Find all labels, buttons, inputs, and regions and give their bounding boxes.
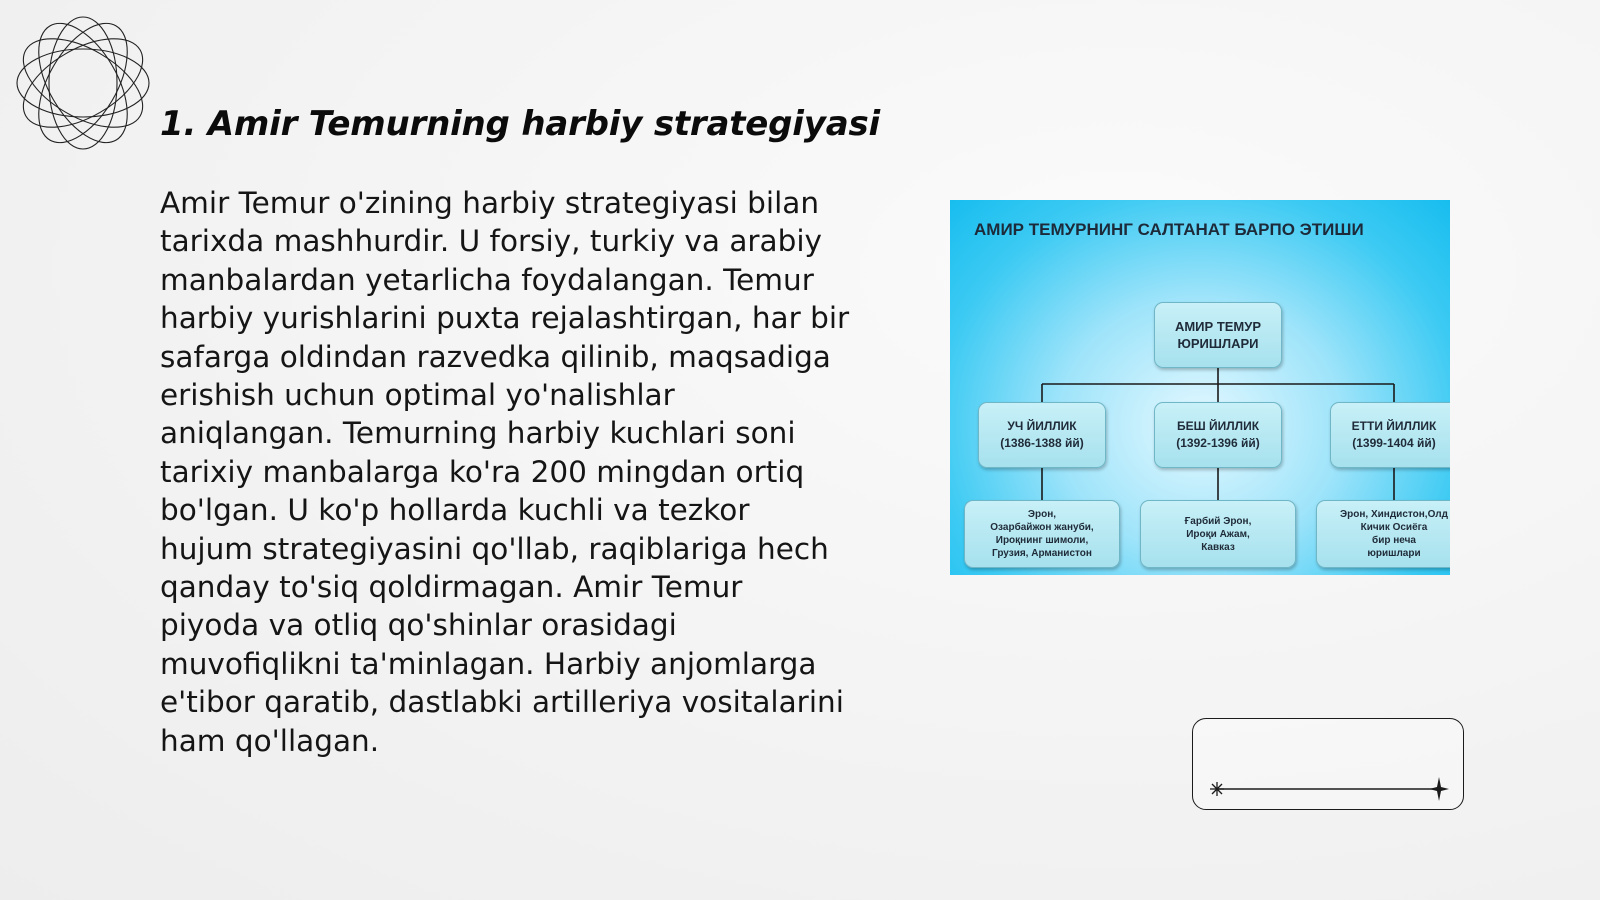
regions-node-seven-year — [1316, 500, 1450, 568]
campaign-node-three-year — [978, 402, 1106, 468]
slide-title: 1. Amir Temurning harbiy strategiyasi — [160, 104, 880, 144]
regions-node-five-year — [1140, 500, 1296, 568]
campaign-label: ЕТТИ ЙИЛЛИК (1399-1404 йй) — [1351, 419, 1437, 450]
campaign-node-five-year — [1154, 402, 1282, 468]
cross-star-icon — [1429, 777, 1449, 801]
campaigns-diagram-image — [950, 200, 1450, 575]
campaign-label: БЕШ ЙИЛЛИК (1392-1396 йй) — [1176, 419, 1260, 450]
regions-node-three-year — [964, 500, 1120, 568]
campaign-node-seven-year — [1330, 402, 1450, 468]
callout-line — [1193, 719, 1465, 811]
decorative-callout-box — [1192, 718, 1464, 810]
root-node-label: АМИР ТЕМУР ЮРИШЛАРИ — [1174, 319, 1262, 351]
diagram-title: АМИР ТЕМУРНИНГ САЛТАНАТ БАРПО ЭТИШИ — [974, 220, 1364, 239]
regions-label: Ғарбий Эрон, Ироқи Ажам, Кавказ — [1184, 515, 1252, 553]
sparkle-icon — [1210, 782, 1224, 796]
body-paragraph: Amir Temur o'zining harbiy strategiyasi bilan tarixda mashhurdir. U forsiy, turkiy va arabiy manbalardan yetarlicha foydalangan. Temur harbiy yurishlarini puxta rejalashtirgan, har bir safarga oldindan razvedka qilinib, maqsadiga erishish uchun optimal yo'nalishlar aniqlangan. Temurning harbiy kuchlari soni tarixiy manbalarga ko'ra 200 mingdan ortiq bo'lgan. U ko'p hollarda kuchli va tezkor hujum strategiyasini qo'llab, raqiblariga hech qanday to'siq qoldirmagan. Amir Temur piyoda va otliq qo'shinlar orasidagi muvofiqlikni ta'minlagan. Harbiy anjomlarga e'tibor qaratib, dastlabki artilleriya vositalarini ham qo'llagan. — [160, 186, 850, 758]
regions-label: Эрон, Хиндистон,Олд Кичик Осиёга бир неча юришлари — [1340, 509, 1448, 559]
root-node — [1154, 302, 1282, 368]
regions-label: Эрон, Озарбайжон жануби, Ироқнинг шимоли, Грузия, Арманистон — [990, 509, 1094, 559]
campaign-label: УЧ ЙИЛЛИК (1386-1388 йй) — [1000, 419, 1084, 450]
circular-rosette-icon — [10, 10, 156, 156]
